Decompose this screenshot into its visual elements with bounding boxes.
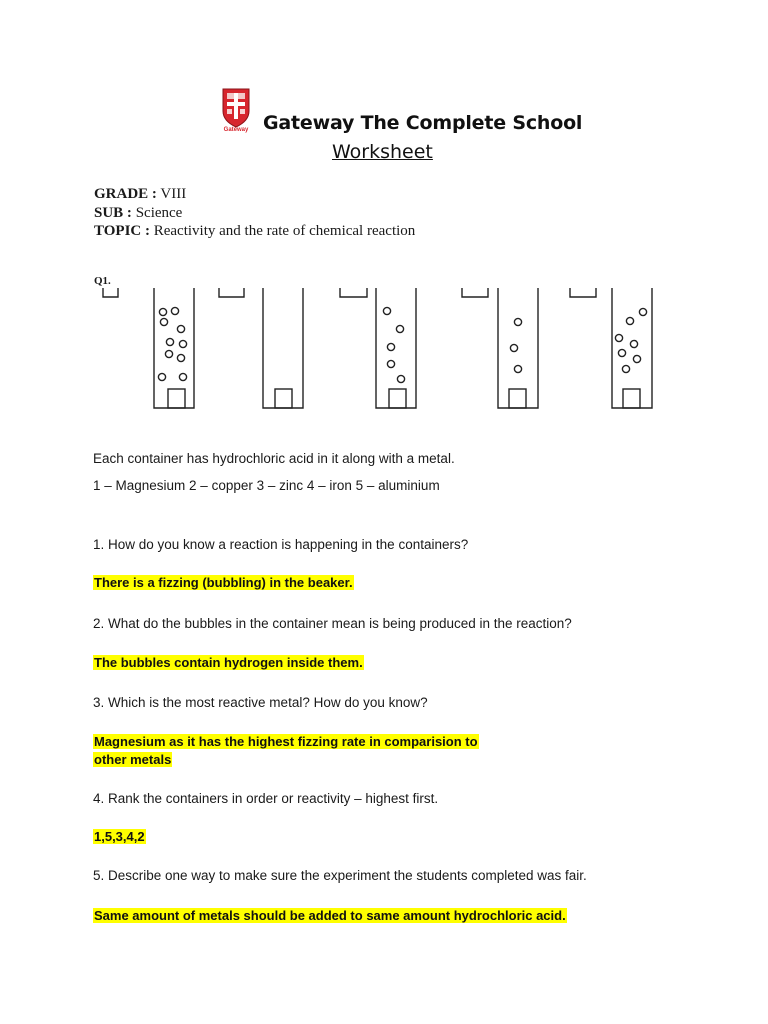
answer-2-text: The bubbles contain hydrogen inside them. xyxy=(94,655,363,670)
grade-value: VIII xyxy=(160,186,187,202)
answer-3-text-2: other metals xyxy=(94,752,172,767)
answer-5 xyxy=(93,908,567,924)
answer-1-text: There is a fizzing (bubbling) in the beaker. xyxy=(94,575,353,590)
answer-4 xyxy=(93,829,146,845)
question-2: 2. What do the bubbles in the container mean is being produced in the reaction? xyxy=(93,616,572,631)
test-tubes-diagram xyxy=(96,284,656,414)
tube-stand-3 xyxy=(340,288,367,297)
topic-line xyxy=(94,223,415,240)
bubbles-3 xyxy=(383,307,404,382)
answer-4-text: 1,5,3,4,2 xyxy=(94,829,145,844)
test-tube-2 xyxy=(263,288,303,408)
grade-label: GRADE : xyxy=(94,186,157,202)
subject-value: Science xyxy=(135,205,183,221)
tube-stand-2 xyxy=(219,288,244,297)
answer-5-text: Same amount of metals should be added to same amount hydrochloric acid. xyxy=(94,908,566,923)
answer-1 xyxy=(93,575,354,591)
grade-line xyxy=(94,186,186,203)
subject-label: SUB : xyxy=(94,205,132,221)
tube-stand-5 xyxy=(570,288,596,297)
worksheet-title: Worksheet xyxy=(332,141,433,163)
question-5: 5. Describe one way to make sure the experiment the students completed was fair. xyxy=(93,868,587,883)
question-label: Q1. xyxy=(94,275,111,287)
answer-2 xyxy=(93,655,364,671)
school-name: Gateway The Complete School xyxy=(263,112,583,134)
tube-stand-4 xyxy=(462,288,488,297)
answer-3-line-2 xyxy=(93,752,172,768)
test-tube-1 xyxy=(154,288,194,408)
test-tube-3 xyxy=(376,288,416,408)
intro-line-1: Each container has hydrochloric acid in it along with a metal. xyxy=(93,451,455,466)
bubbles-4 xyxy=(510,318,521,372)
subject-line xyxy=(94,205,182,222)
bubbles-5 xyxy=(615,308,646,372)
question-4: 4. Rank the containers in order or reactivity – highest first. xyxy=(93,791,439,806)
test-tube-4 xyxy=(498,288,538,408)
intro-line-2: 1 – Magnesium 2 – copper 3 – zinc 4 – iron 5 – aluminium xyxy=(93,478,440,493)
answer-3-line-1 xyxy=(93,734,479,750)
question-3: 3. Which is the most reactive metal? How do you know? xyxy=(93,695,428,710)
bubbles-1 xyxy=(158,307,186,380)
school-logo xyxy=(219,87,253,133)
question-1: 1. How do you know a reaction is happening in the containers? xyxy=(93,537,469,552)
topic-value: Reactivity and the rate of chemical reaction xyxy=(153,223,416,239)
answer-3-text-1: Magnesium as it has the highest fizzing rate in comparision to xyxy=(94,734,478,749)
logo-text: Gateway xyxy=(223,127,249,133)
test-tube-5 xyxy=(612,288,652,408)
tube-stand-1 xyxy=(103,288,118,297)
topic-label: TOPIC : xyxy=(94,223,150,239)
